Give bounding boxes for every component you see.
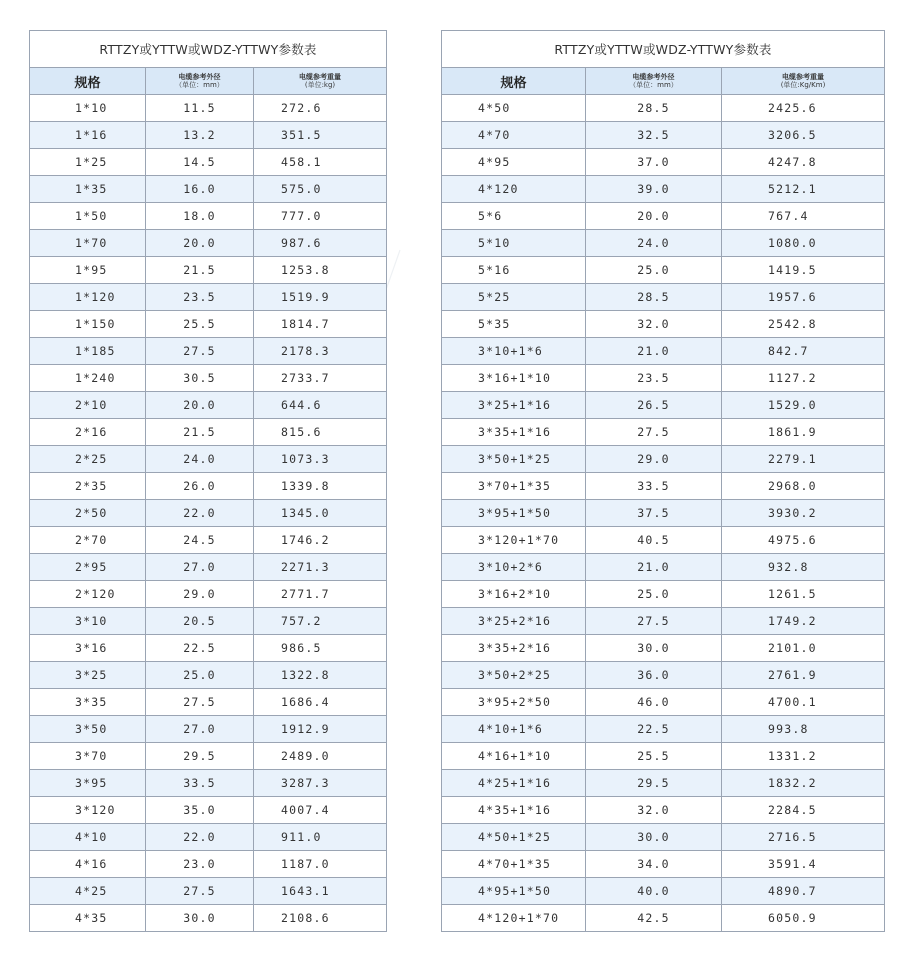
cell-spec: 3*120+1*70 [442, 527, 586, 554]
table-row [30, 851, 387, 878]
table-row [30, 392, 387, 419]
table-row [442, 878, 885, 905]
cell-weight: 2716.5 [722, 824, 885, 851]
cell-diameter: 27.0 [146, 554, 254, 581]
cell-spec: 3*35+1*16 [442, 419, 586, 446]
cell-weight: 1261.5 [722, 581, 885, 608]
header-weight [254, 68, 387, 95]
cell-weight: 1957.6 [722, 284, 885, 311]
table-row [30, 419, 387, 446]
cell-diameter: 26.0 [146, 473, 254, 500]
cell-weight: 5212.1 [722, 176, 885, 203]
cell-diameter: 25.0 [586, 581, 722, 608]
table-row [442, 149, 885, 176]
table-row [442, 527, 885, 554]
cell-weight: 1746.2 [254, 527, 387, 554]
cell-diameter: 46.0 [586, 689, 722, 716]
table-title-row [442, 31, 885, 68]
cell-diameter: 40.5 [586, 527, 722, 554]
cell-diameter: 11.5 [146, 95, 254, 122]
cell-spec: 4*16+1*10 [442, 743, 586, 770]
table-row [442, 419, 885, 446]
cell-spec: 1*35 [30, 176, 146, 203]
table-row [30, 608, 387, 635]
table-title: RTTZY或YTTW或WDZ-YTTWY参数表 [442, 31, 885, 68]
cell-diameter: 26.5 [586, 392, 722, 419]
table-row [30, 581, 387, 608]
cell-spec: 3*16 [30, 635, 146, 662]
cell-diameter: 27.5 [146, 338, 254, 365]
cell-spec: 3*10 [30, 608, 146, 635]
cell-spec: 4*50 [442, 95, 586, 122]
cell-spec: 1*70 [30, 230, 146, 257]
table-row [30, 554, 387, 581]
cell-weight: 644.6 [254, 392, 387, 419]
cell-spec: 1*25 [30, 149, 146, 176]
cell-spec: 3*25 [30, 662, 146, 689]
cell-diameter: 28.5 [586, 284, 722, 311]
table-title: RTTZY或YTTW或WDZ-YTTWY参数表 [30, 31, 387, 68]
table-row [442, 554, 885, 581]
cell-diameter: 22.0 [146, 824, 254, 851]
table-row [442, 446, 885, 473]
cell-diameter: 23.5 [586, 365, 722, 392]
cell-spec: 2*50 [30, 500, 146, 527]
table-row [30, 905, 387, 932]
cell-spec: 3*16+1*10 [442, 365, 586, 392]
cell-spec: 5*35 [442, 311, 586, 338]
cell-diameter: 27.5 [146, 689, 254, 716]
cell-weight: 986.5 [254, 635, 387, 662]
cell-weight: 2284.5 [722, 797, 885, 824]
cell-diameter: 22.5 [146, 635, 254, 662]
cell-diameter: 30.5 [146, 365, 254, 392]
table-row [30, 311, 387, 338]
cell-diameter: 39.0 [586, 176, 722, 203]
cell-weight: 2761.9 [722, 662, 885, 689]
cell-weight: 1322.8 [254, 662, 387, 689]
cell-diameter: 30.0 [586, 635, 722, 662]
cell-spec: 4*70+1*35 [442, 851, 586, 878]
cell-spec: 4*120+1*70 [442, 905, 586, 932]
cell-diameter: 14.5 [146, 149, 254, 176]
header-weight-label: 电缆参考重量 [782, 72, 824, 81]
table-row [442, 635, 885, 662]
cell-spec: 3*35+2*16 [442, 635, 586, 662]
table-row [442, 500, 885, 527]
table-row [442, 905, 885, 932]
table-row [30, 203, 387, 230]
cell-diameter: 36.0 [586, 662, 722, 689]
header-weight-label: 电缆参考重量 [299, 72, 341, 81]
cell-diameter: 42.5 [586, 905, 722, 932]
cell-diameter: 29.0 [146, 581, 254, 608]
cell-spec: 1*16 [30, 122, 146, 149]
cell-weight: 272.6 [254, 95, 387, 122]
cell-diameter: 32.5 [586, 122, 722, 149]
cell-diameter: 21.5 [146, 257, 254, 284]
cell-spec: 3*16+2*10 [442, 581, 586, 608]
table-row [442, 95, 885, 122]
cell-weight: 1529.0 [722, 392, 885, 419]
cell-weight: 6050.9 [722, 905, 885, 932]
cell-spec: 3*70 [30, 743, 146, 770]
cell-weight: 3591.4 [722, 851, 885, 878]
table-row [30, 338, 387, 365]
cell-weight: 911.0 [254, 824, 387, 851]
table-row [442, 122, 885, 149]
cell-weight: 1419.5 [722, 257, 885, 284]
cell-spec: 3*95+1*50 [442, 500, 586, 527]
table-row [442, 851, 885, 878]
header-diameter-label: 电缆参考外径 [632, 72, 675, 81]
cell-diameter: 18.0 [146, 203, 254, 230]
table-row [442, 257, 885, 284]
cell-diameter: 20.0 [146, 392, 254, 419]
cell-diameter: 35.0 [146, 797, 254, 824]
table-row [30, 689, 387, 716]
cell-spec: 1*185 [30, 338, 146, 365]
table-row [30, 716, 387, 743]
header-weight-unit: (单位:Kg/Km) [780, 81, 826, 89]
cell-spec: 3*95+2*50 [442, 689, 586, 716]
cell-diameter: 37.0 [586, 149, 722, 176]
header-diameter-label: 电缆参考外径 [178, 72, 221, 81]
table-row [30, 743, 387, 770]
table-header-row [442, 68, 885, 95]
table-row [442, 662, 885, 689]
cell-spec: 4*25+1*16 [442, 770, 586, 797]
cell-spec: 3*10+2*6 [442, 554, 586, 581]
cell-spec: 2*70 [30, 527, 146, 554]
table-row [442, 338, 885, 365]
cell-diameter: 21.0 [586, 554, 722, 581]
cell-diameter: 22.5 [586, 716, 722, 743]
cell-diameter: 22.0 [146, 500, 254, 527]
cell-spec: 3*25+2*16 [442, 608, 586, 635]
cell-weight: 767.4 [722, 203, 885, 230]
cell-diameter: 27.5 [586, 608, 722, 635]
cell-diameter: 20.5 [146, 608, 254, 635]
cell-weight: 1331.2 [722, 743, 885, 770]
cell-weight: 3287.3 [254, 770, 387, 797]
cell-diameter: 40.0 [586, 878, 722, 905]
table-row [30, 878, 387, 905]
table-row [442, 230, 885, 257]
cell-diameter: 24.5 [146, 527, 254, 554]
cell-weight: 815.6 [254, 419, 387, 446]
cell-weight: 1912.9 [254, 716, 387, 743]
table-row [442, 473, 885, 500]
cell-weight: 2489.0 [254, 743, 387, 770]
cell-spec: 2*10 [30, 392, 146, 419]
table-row [30, 770, 387, 797]
cell-weight: 2968.0 [722, 473, 885, 500]
table-row [30, 797, 387, 824]
cell-diameter: 13.2 [146, 122, 254, 149]
cell-weight: 1749.2 [722, 608, 885, 635]
cell-spec: 5*6 [442, 203, 586, 230]
cell-diameter: 24.0 [146, 446, 254, 473]
cell-diameter: 29.5 [146, 743, 254, 770]
cell-spec: 4*16 [30, 851, 146, 878]
table-row [30, 500, 387, 527]
cell-spec: 1*50 [30, 203, 146, 230]
cell-diameter: 30.0 [146, 905, 254, 932]
cell-diameter: 27.5 [146, 878, 254, 905]
table-row [442, 797, 885, 824]
table-row [30, 122, 387, 149]
cell-weight: 4247.8 [722, 149, 885, 176]
table-row [30, 230, 387, 257]
cell-weight: 1686.4 [254, 689, 387, 716]
cell-weight: 2178.3 [254, 338, 387, 365]
cell-spec: 3*70+1*35 [442, 473, 586, 500]
cell-diameter: 25.0 [146, 662, 254, 689]
cell-spec: 4*10+1*6 [442, 716, 586, 743]
cell-spec: 2*95 [30, 554, 146, 581]
cell-spec: 3*35 [30, 689, 146, 716]
table-row [442, 581, 885, 608]
table-row [30, 473, 387, 500]
cell-weight: 757.2 [254, 608, 387, 635]
header-diameter [586, 68, 722, 95]
table-row [30, 824, 387, 851]
cell-diameter: 37.5 [586, 500, 722, 527]
cell-weight: 1643.1 [254, 878, 387, 905]
header-spec: 规格 [30, 68, 146, 95]
cell-weight: 2425.6 [722, 95, 885, 122]
header-spec: 规格 [442, 68, 586, 95]
parameter-table-right [441, 30, 885, 932]
cell-spec: 1*150 [30, 311, 146, 338]
cell-weight: 4700.1 [722, 689, 885, 716]
table-row [30, 284, 387, 311]
cell-diameter: 21.0 [586, 338, 722, 365]
cell-weight: 1814.7 [254, 311, 387, 338]
cell-spec: 3*50 [30, 716, 146, 743]
cell-diameter: 28.5 [586, 95, 722, 122]
cell-spec: 1*10 [30, 95, 146, 122]
cell-diameter: 30.0 [586, 824, 722, 851]
cell-weight: 993.8 [722, 716, 885, 743]
cell-weight: 4975.6 [722, 527, 885, 554]
header-diameter [146, 68, 254, 95]
cell-weight: 1253.8 [254, 257, 387, 284]
cell-diameter: 23.0 [146, 851, 254, 878]
header-weight [722, 68, 885, 95]
cell-spec: 2*120 [30, 581, 146, 608]
cell-diameter: 21.5 [146, 419, 254, 446]
table-row [30, 446, 387, 473]
cell-spec: 1*120 [30, 284, 146, 311]
cell-diameter: 23.5 [146, 284, 254, 311]
header-weight-unit: (单位:kg) [304, 81, 336, 89]
cell-spec: 4*35 [30, 905, 146, 932]
table-row [442, 608, 885, 635]
table-title-row [30, 31, 387, 68]
cell-spec: 4*25 [30, 878, 146, 905]
cell-spec: 2*25 [30, 446, 146, 473]
cell-weight: 2733.7 [254, 365, 387, 392]
cell-diameter: 32.0 [586, 797, 722, 824]
cell-diameter: 32.0 [586, 311, 722, 338]
table-row [442, 824, 885, 851]
cell-diameter: 20.0 [146, 230, 254, 257]
table-row [442, 770, 885, 797]
cell-weight: 2279.1 [722, 446, 885, 473]
cell-weight: 351.5 [254, 122, 387, 149]
cell-diameter: 27.0 [146, 716, 254, 743]
cell-weight: 842.7 [722, 338, 885, 365]
cell-spec: 4*120 [442, 176, 586, 203]
cell-spec: 1*240 [30, 365, 146, 392]
cell-weight: 4007.4 [254, 797, 387, 824]
cell-weight: 2101.0 [722, 635, 885, 662]
cell-spec: 3*25+1*16 [442, 392, 586, 419]
parameter-table-left [29, 30, 387, 932]
cell-weight: 1127.2 [722, 365, 885, 392]
cell-weight: 2771.7 [254, 581, 387, 608]
cell-diameter: 16.0 [146, 176, 254, 203]
cell-weight: 2108.6 [254, 905, 387, 932]
cell-spec: 3*50+1*25 [442, 446, 586, 473]
cell-weight: 575.0 [254, 176, 387, 203]
table-row [30, 257, 387, 284]
cell-weight: 3206.5 [722, 122, 885, 149]
cell-spec: 3*95 [30, 770, 146, 797]
cell-diameter: 34.0 [586, 851, 722, 878]
table-row [442, 284, 885, 311]
cell-weight: 1861.9 [722, 419, 885, 446]
cell-diameter: 29.5 [586, 770, 722, 797]
cell-spec: 4*35+1*16 [442, 797, 586, 824]
cell-weight: 1832.2 [722, 770, 885, 797]
cell-weight: 777.0 [254, 203, 387, 230]
cell-diameter: 27.5 [586, 419, 722, 446]
cell-spec: 3*10+1*6 [442, 338, 586, 365]
cell-diameter: 24.0 [586, 230, 722, 257]
cell-weight: 4890.7 [722, 878, 885, 905]
cell-weight: 1073.3 [254, 446, 387, 473]
cell-spec: 3*120 [30, 797, 146, 824]
cell-spec: 5*10 [442, 230, 586, 257]
cell-weight: 458.1 [254, 149, 387, 176]
cell-weight: 3930.2 [722, 500, 885, 527]
cell-spec: 5*25 [442, 284, 586, 311]
cell-weight: 1187.0 [254, 851, 387, 878]
table-row [442, 203, 885, 230]
table-row [30, 635, 387, 662]
cell-weight: 1345.0 [254, 500, 387, 527]
cell-diameter: 25.5 [146, 311, 254, 338]
table-row [442, 176, 885, 203]
table-row [30, 149, 387, 176]
cell-spec: 1*95 [30, 257, 146, 284]
cell-spec: 3*50+2*25 [442, 662, 586, 689]
cell-spec: 4*70 [442, 122, 586, 149]
table-row [30, 176, 387, 203]
table-row [442, 689, 885, 716]
cell-diameter: 25.0 [586, 257, 722, 284]
cell-weight: 2271.3 [254, 554, 387, 581]
cell-weight: 1519.9 [254, 284, 387, 311]
table-row [442, 311, 885, 338]
header-diameter-unit: （单位：mm） [629, 81, 678, 89]
header-diameter-unit: （单位：mm） [175, 81, 224, 89]
cell-weight: 987.6 [254, 230, 387, 257]
cell-weight: 2542.8 [722, 311, 885, 338]
cell-spec: 5*16 [442, 257, 586, 284]
table-row [442, 365, 885, 392]
table-row [442, 716, 885, 743]
table-row [442, 392, 885, 419]
cell-weight: 1339.8 [254, 473, 387, 500]
cell-spec: 4*95+1*50 [442, 878, 586, 905]
cell-spec: 4*10 [30, 824, 146, 851]
cell-spec: 2*16 [30, 419, 146, 446]
table-header-row [30, 68, 387, 95]
cell-spec: 4*95 [442, 149, 586, 176]
cell-spec: 2*35 [30, 473, 146, 500]
table-row [30, 662, 387, 689]
cell-diameter: 25.5 [586, 743, 722, 770]
table-row [30, 95, 387, 122]
cell-weight: 1080.0 [722, 230, 885, 257]
cell-diameter: 20.0 [586, 203, 722, 230]
table-row [30, 365, 387, 392]
cell-diameter: 33.5 [146, 770, 254, 797]
cell-weight: 932.8 [722, 554, 885, 581]
cell-diameter: 33.5 [586, 473, 722, 500]
cell-spec: 4*50+1*25 [442, 824, 586, 851]
table-row [30, 527, 387, 554]
table-row [442, 743, 885, 770]
cell-diameter: 29.0 [586, 446, 722, 473]
